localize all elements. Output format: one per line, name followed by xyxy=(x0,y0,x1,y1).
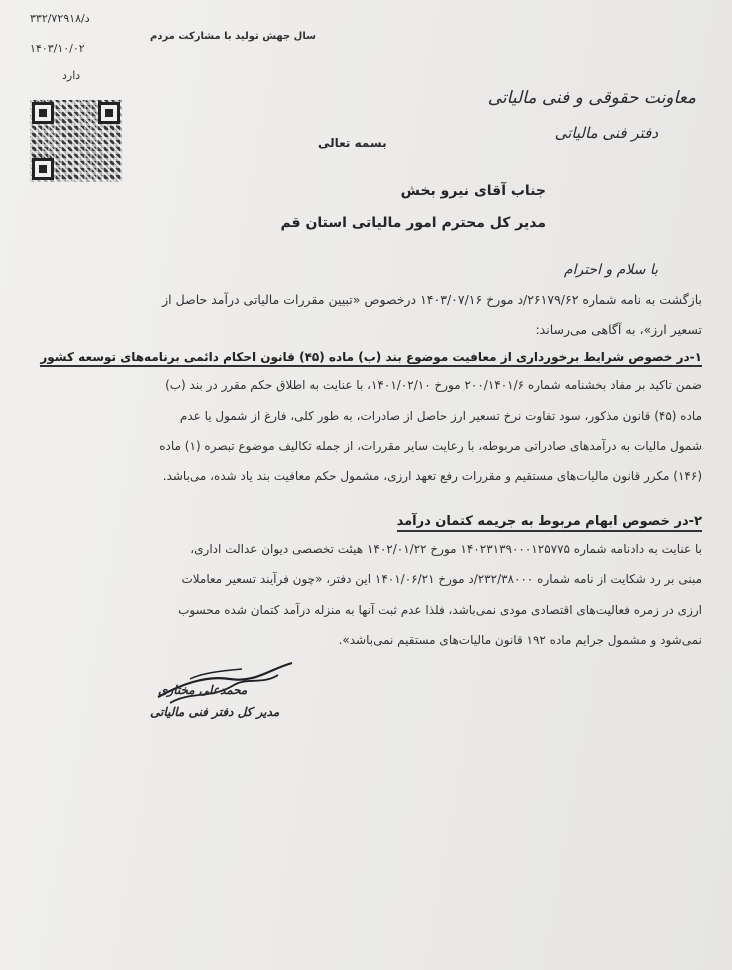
basmala: بسمه تعالی xyxy=(318,136,387,150)
section-2-heading xyxy=(397,514,702,529)
signer-name: محمدعلی مختاری xyxy=(158,683,248,697)
recipient-title: مدیر کل محترم امور مالیاتی استان قم xyxy=(280,215,546,231)
year-slogan: سال جهش تولید با مشارکت مردم xyxy=(150,31,316,42)
section-1-line: شمول مالیات به درآمدهای صادراتی مربوطه، با رعایت سایر مقررات، از جمله تکالیف موضوع تبصره (۱) ماده xyxy=(159,439,702,453)
letter-date: ۱۴۰۳/۱۰/۰۲ xyxy=(30,42,85,55)
org-line-1: معاونت حقوقی و فنی مالیاتی xyxy=(487,88,696,108)
signer-title: مدیر کل دفتر فنی مالیاتی xyxy=(150,705,280,719)
section-2-line: مبنی بر رد شکایت از نامه شماره ۲۳۲/۳۸۰۰۰/د مورخ ۱۴۰۱/۰۶/۲۱ این دفتر، «چون فرآیند تسعیر معاملات xyxy=(181,572,702,586)
section-2-line: نمی‌شود و مشمول جرایم ماده ۱۹۲ قانون مالیات‌های مستقیم نمی‌باشد». xyxy=(338,633,702,647)
qr-code xyxy=(30,100,122,182)
qr-finder-icon xyxy=(32,158,54,180)
attachment-status: دارد xyxy=(62,69,81,82)
section-2-line: با عنایت به دادنامه شماره ۱۴۰۲۳۱۳۹۰۰۰۱۲۵۷۷۵ مورخ ۱۴۰۲/۰۱/۲۲ هیئت تخصصی دیوان عدالت اداری، xyxy=(190,542,702,556)
letter-number: ۳۳۲/۷۲۹۱۸/د xyxy=(30,12,90,25)
section-1-line: ماده (۴۵) قانون مذکور، سود تفاوت نرخ تسعیر ارز حاصل از صادرات، به طور کلی، فارغ از شمول یا عدم xyxy=(179,409,702,423)
section-1-line: (۱۴۶) مکرر قانون مالیات‌های مستقیم و مقررات رفع تعهد ارزی، مشمول حکم معافیت بند یاد شده، می‌باشد. xyxy=(162,469,702,483)
intro-line: بازگشت به نامه شماره ۲۶۱۷۹/۶۲/د مورخ ۱۴۰۳/۰۷/۱۶ درخصوص «تبیین مقررات مالیاتی درآمد حاصل از xyxy=(162,292,702,307)
recipient-name: جناب آقای نیرو بخش xyxy=(400,183,546,199)
greeting: با سلام و احترام xyxy=(563,262,658,278)
qr-finder-icon xyxy=(98,102,120,124)
qr-finder-icon xyxy=(32,102,54,124)
section-2-heading-text: ۲-در خصوص ابهام مربوط به جریمه کتمان درآمد xyxy=(397,514,702,532)
section-1-heading xyxy=(30,350,702,364)
section-2-line: ارزی در زمره فعالیت‌های اقتصادی مودی نمی‌باشد، فلذا عدم ثبت آنها به منزله درآمد کتمان شده محسوب xyxy=(178,603,702,617)
section-1-heading-text: ۱-در خصوص شرایط برخورداری از معافیت موضوع بند (ب) ماده (۴۵) قانون احکام دائمی برنامه‌های توسعه کشور xyxy=(40,350,702,367)
section-1-line: ضمن تاکید بر مفاد بخشنامه شماره ۲۰۰/۱۴۰۱/۶ مورخ ۱۴۰۱/۰۲/۱۰، با عنایت به اطلاق حکم مقرر در بند (ب) xyxy=(165,378,702,392)
org-line-2: دفتر فنی مالیاتی xyxy=(554,124,658,142)
intro-line: تسعیر ارز»، به آگاهی می‌رساند: xyxy=(535,322,702,337)
